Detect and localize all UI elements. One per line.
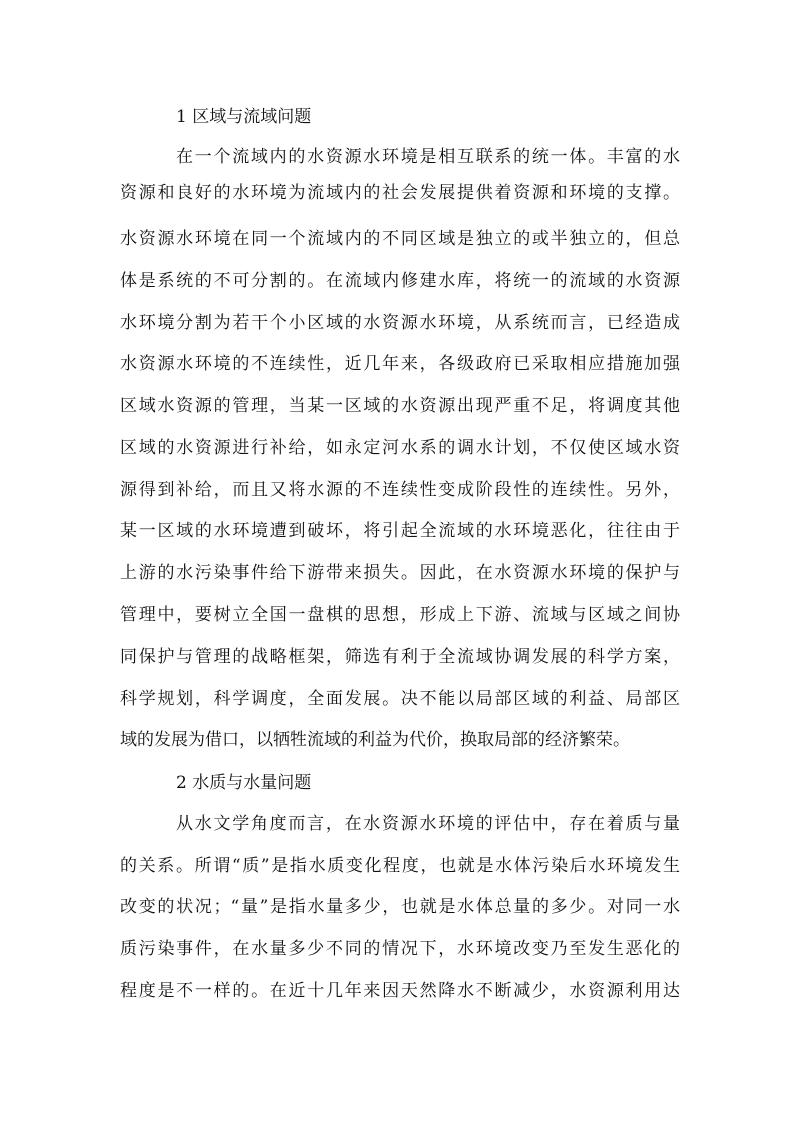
paragraph-line: 某一区域的水环境遭到破坏，将引起全流域的水环境恶化，往往由于: [120, 521, 680, 541]
paragraph-line: 区域水资源的管理，当某一区域的水资源出现严重不足，将调度其他: [120, 396, 680, 416]
paragraph-line: 水资源水环境在同一个流域内的不同区域是独立的或半独立的，但总: [120, 229, 680, 249]
section-heading: 1 区域与流域问题: [176, 107, 312, 127]
paragraph-line: 科学规划，科学调度，全面发展。决不能以局部区域的利益、局部区: [120, 689, 680, 709]
paragraph-line: 在一个流域内的水资源水环境是相互联系的统一体。丰富的水: [176, 147, 680, 167]
paragraph-line: 资源和良好的水环境为流域内的社会发展提供着资源和环境的支撑。: [120, 183, 680, 203]
paragraph-line: 同保护与管理的战略框架，筛选有利于全流域协调发展的科学方案，: [120, 647, 680, 667]
paragraph-line: 域的发展为借口，以牺牲流域的利益为代价，换取局部的经济繁荣。: [120, 730, 630, 750]
paragraph-line: 管理中，要树立全国一盘棋的思想，形成上下游、流域与区域之间协: [120, 605, 680, 625]
paragraph-line: 上游的水污染事件给下游带来损失。因此，在水资源水环境的保护与: [120, 563, 680, 583]
paragraph-line: 程度是不一样的。在近十几年来因天然降水不断减少，水资源利用达: [120, 981, 680, 1001]
paragraph-line: 体是系统的不可分割的。在流域内修建水库，将统一的流域的水资源: [120, 271, 680, 291]
paragraph-line: 从水文学角度而言，在水资源水环境的评估中，存在着质与量: [176, 814, 680, 834]
paragraph-line: 源得到补给，而且又将水源的不连续性变成阶段性的连续性。另外，: [120, 480, 680, 500]
section-heading: 2 水质与水量问题: [176, 773, 312, 793]
paragraph-line: 水环境分割为若干个小区域的水资源水环境，从系统而言，已经造成: [120, 313, 680, 333]
paragraph-line: 区域的水资源进行补给，如永定河水系的调水计划，不仅使区域水资: [120, 438, 680, 458]
paragraph-line: 的关系。所谓“质”是指水质变化程度，也就是水体污染后水环境发生: [120, 856, 680, 876]
paragraph-line: 水资源水环境的不连续性，近几年来，各级政府已采取相应措施加强: [120, 354, 680, 374]
paragraph-line: 改变的状况；“量”是指水量多少，也就是水体总量的多少。对同一水: [120, 897, 680, 917]
paragraph-line: 质污染事件，在水量多少不同的情况下，水环境改变乃至发生恶化的: [120, 939, 680, 959]
